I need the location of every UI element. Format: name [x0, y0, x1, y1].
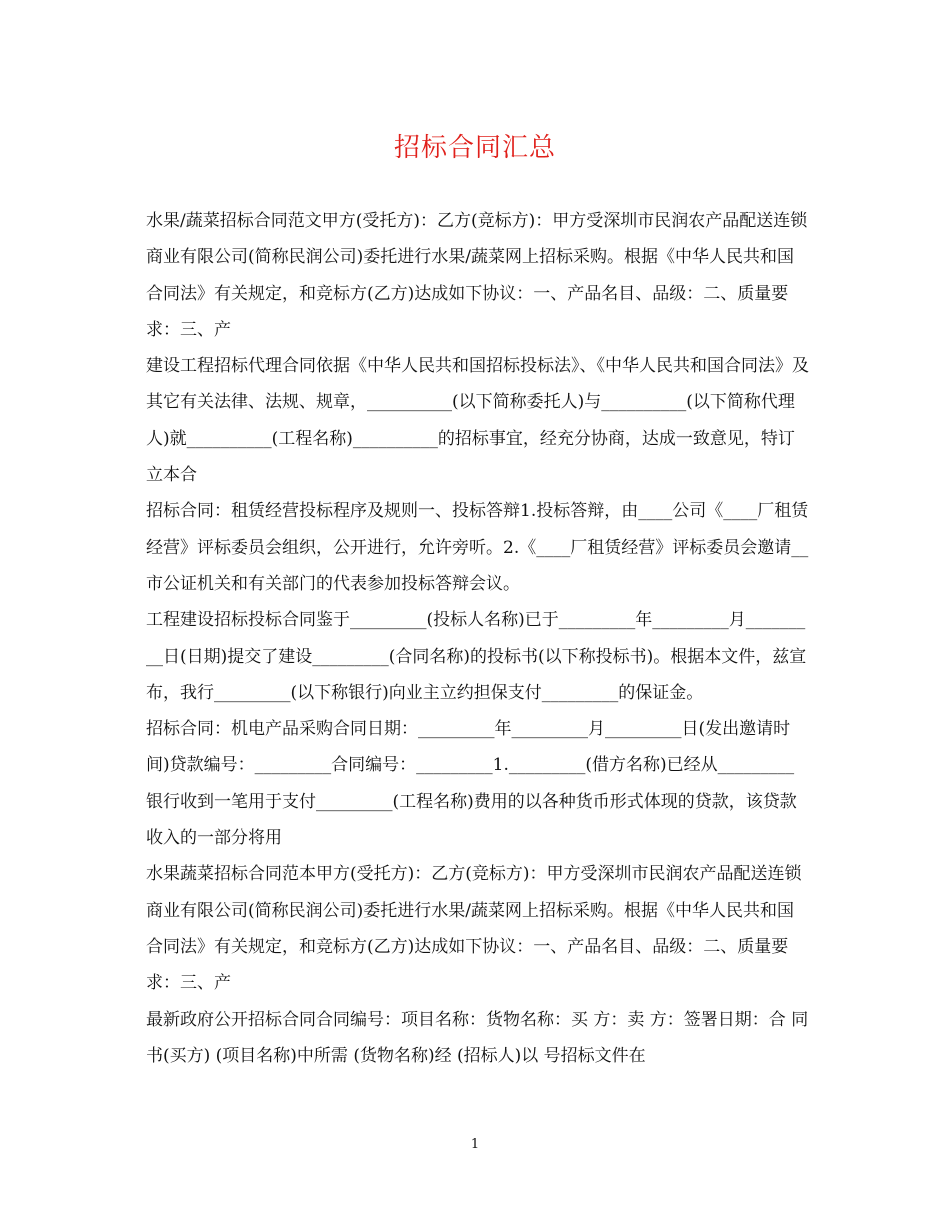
- page-number: 1: [470, 1137, 480, 1152]
- paragraph-construction-bidding-contract: 工程建设招标投标合同鉴于_________(投标人名称)已于_________年_________月_________日(日期)提交了建设_________(合同名称)的投标书(以下称投标书)。根据本文件，兹宣布，我行_________(以下称银行)向业主立约担保支付_________的保证金。: [146, 610, 807, 703]
- paragraph-construction-agency-contract: 建设工程招标代理合同依据《中华人民共和国招标投标法》、《中华人民共和国合同法》及其它有关法律、法规、规章，__________(以下简称委托人)与__________(以下简称代理人)就__________(工程名称)__________的招标事宜，经充分协商，达成一致意见，特订立本合: [146, 356, 809, 486]
- paragraph-fruit-vegetable-contract: 水果/蔬菜招标合同范文甲方(受托方)：乙方(竞标方)：甲方受深圳市民润农产品配送连锁商业有限公司(简称民润公司)委托进行水果/蔬菜网上招标采购。根据《中华人民共和国合同法》有关规定，和竞标方(乙方)达成如下协议：一、产品名目、品级：二、质量要求：三、产: [146, 211, 808, 340]
- paragraph-government-tender-contract: 最新政府公开招标合同合同编号：项目名称：货物名称：买 方：卖 方：签署日期：合 同 书(买方) (项目名称)中所需 (货物名称)经 (招标人)以 号招标文件在: [146, 1009, 814, 1066]
- document-body: [146, 203, 814, 1074]
- paragraph-fruit-vegetable-template: 水果蔬菜招标合同范本甲方(受托方)：乙方(竞标方)：甲方受深圳市民润农产品配送连锁商业有限公司(简称民润公司)委托进行水果/蔬菜网上招标采购。根据《中华人民共和国合同法》有关规定，和竞标方(乙方)达成如下协议：一、产品名目、品级：二、质量要求：三、产: [146, 864, 802, 994]
- paragraph-lease-operation-contract: 招标合同：租赁经营投标程序及规则一、投标答辩1.投标答辩，由____公司《____厂租赁经营》评标委员会组织，公开进行，允许旁听。2.《____厂租赁经营》评标委员会邀请__市公证机关和有关部门的代表参加投标答辩会议。: [146, 501, 809, 594]
- paragraph-mechanical-procurement-contract: 招标合同：机电产品采购合同日期：_________年_________月_________日(发出邀请时间)贷款编号：_________合同编号：_________1._________(借方名称)已经从_________银行收到一笔用于支付_________(工程名称)费用的以各种货币形式体现的贷款，该贷款收入的一部分将用: [146, 719, 797, 849]
- document-title: 招标合同汇总: [393, 133, 556, 163]
